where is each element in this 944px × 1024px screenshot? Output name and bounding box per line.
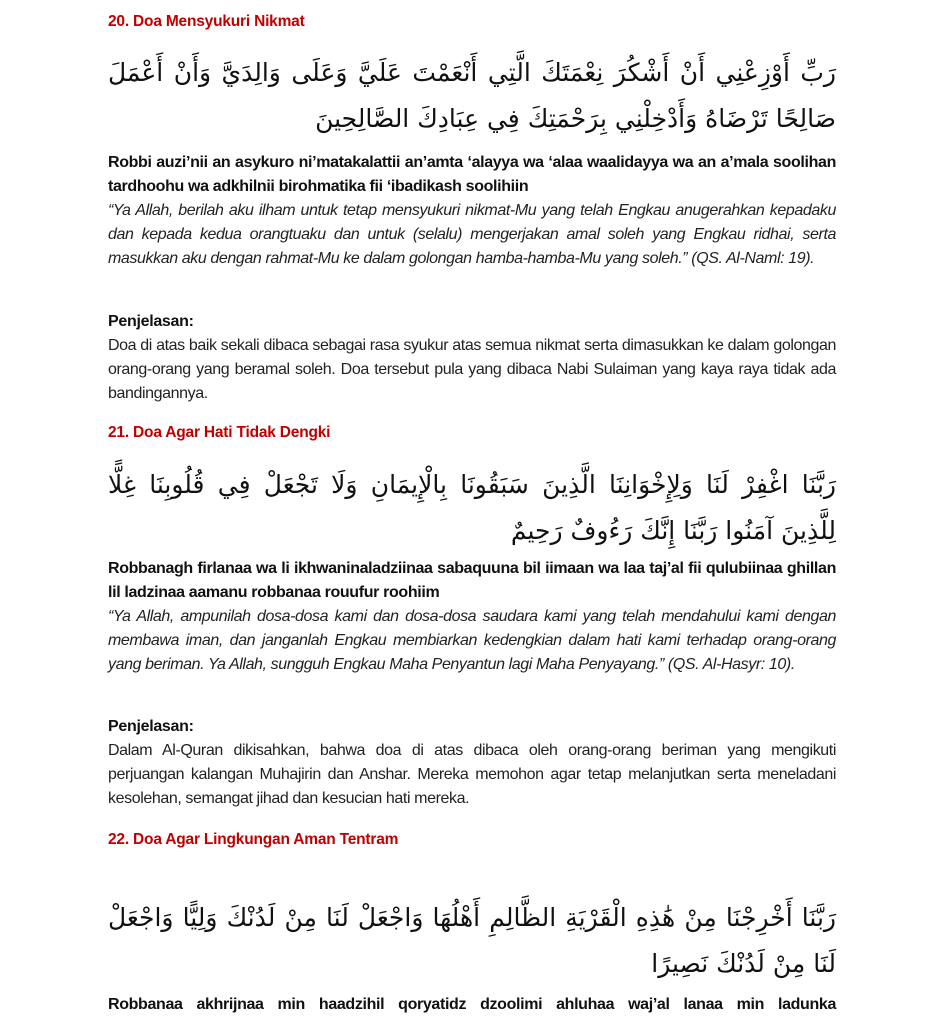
explanation-label: Penjelasan: [108,718,194,735]
translation-text: “Ya Allah, ampunilah dosa-dosa kami dan dosa-dosa saudara kami yang telah mendahului kami dengan membawa iman, dan janganlah Engkau membiarkan kedengkian dalam hati kami terhadap orang-orang yang beriman. Ya Allah, sungguh Engkau Maha Penyantun lagi Maha Penyayang.” (QS. Al-Hasyr: 10). [108,608,836,673]
arabic-text: رَبَّنَا أَخْرِجْنَا مِنْ هَٰذِهِ الْقَرْيَةِ الظَّالِمِ أَهْلُهَا وَاجْعَلْ لَنَا مِنْ لَدُنْكَ وَلِيًّا وَاجْعَلْ لَنَا مِنْ لَدُنْكَ نَصِيرًا [108,903,836,978]
explanation-label: Penjelasan: [108,313,194,330]
section-heading: 20. Doa Mensyukuri Nikmat [108,13,305,30]
latin-transliteration: Robbanagh firlanaa wa li ikhwaninaladziinaa sabaquuna bil iimaan wa laa taj’al fii qulubiinaa ghillan lil ladzinaa aamanu robbanaa rouufur roohiim [108,560,836,601]
section-heading: 22. Doa Agar Lingkungan Aman Tentram [108,831,399,848]
explanation-text: Dalam Al-Quran dikisahkan, bahwa doa di atas dibaca oleh orang-orang beriman yang mengikuti perjuangan kalangan Muhajirin dan Anshar. Mereka memohon agar tetap melanjutkan serta meneladani kesolehan, semangat jihad dan kesucian hati mereka. [108,742,836,807]
latin-transliteration: Robbanaa akhrijnaa min haadzihil qoryatidz dzoolimi ahluhaa waj’al lanaa min ladunka [108,996,836,1013]
translation-text: “Ya Allah, berilah aku ilham untuk tetap mensyukuri nikmat-Mu yang telah Engkau anugerahkan kepadaku dan kepada kedua orangtuaku dan untuk (selalu) mengerjakan amal soleh yang Engkau ridhai, serta masukkan aku dengan rahmat-Mu ke dalam golongan hamba-hamba-Mu yang soleh.” (QS. Al-Naml: 19). [108,202,836,267]
arabic-text: رَبَّنَا اغْفِرْ لَنَا وَلِإِخْوَانِنَا الَّذِينَ سَبَقُونَا بِالْإِيمَانِ وَلَا تَجْعَلْ فِي قُلُوبِنَا غِلًّا لِلَّذِينَ آمَنُوا رَبَّنَا إِنَّكَ رَءُوفٌ رَحِيمٌ [108,470,836,545]
arabic-text: رَبِّ أَوْزِعْنِي أَنْ أَشْكُرَ نِعْمَتَكَ الَّتِي أَنْعَمْتَ عَلَيَّ وَعَلَى وَالِدَيَّ وَأَنْ أَعْمَلَ صَالِحًا تَرْضَاهُ وَأَدْخِلْنِي بِرَحْمَتِكَ فِي عِبَادِكَ الصَّالِحِينَ [108,58,836,133]
latin-transliteration: Robbi auzi’nii an asykuro ni’matakalattii an’amta ‘alayya wa ‘alaa waalidayya wa an a’mala soolihan tardhoohu wa adkhilnii birohmatika fii ‘ibadikash soolihiin [108,154,836,195]
explanation-text: Doa di atas baik sekali dibaca sebagai rasa syukur atas semua nikmat serta dimasukkan ke dalam golongan orang-orang yang beramal soleh. Doa tersebut pula yang dibaca Nabi Sulaiman yang kaya raya tidak ada bandingannya. [108,337,836,402]
section-heading: 21. Doa Agar Hati Tidak Dengki [108,424,331,441]
